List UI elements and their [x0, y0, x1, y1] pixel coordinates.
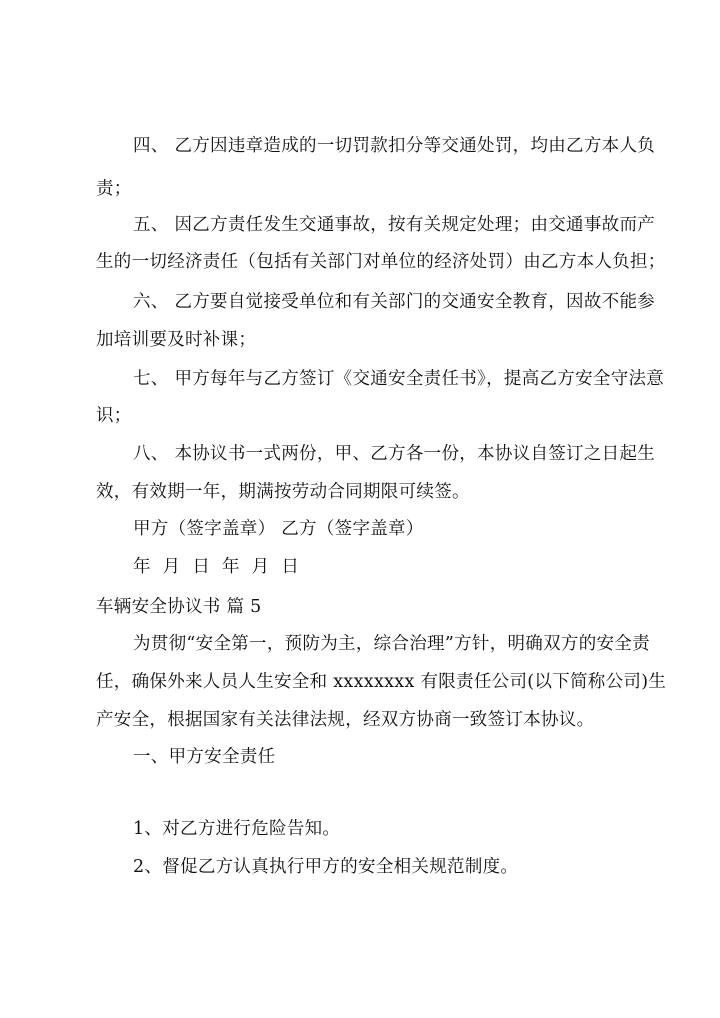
preamble-line-3: 产安全，根据国家有关法律法规，经双方协商一致签订本协议。 — [96, 710, 595, 730]
party-a-item-1: 1、对乙方进行危险告知。 — [133, 819, 341, 839]
paragraph-7-line-1: 七、 甲方每年与乙方签订《交通安全责任书》，提高乙方安全守法意 — [133, 369, 665, 389]
paragraph-8-line-1: 八、 本协议书一式两份，甲、乙方各一份，本协议自签订之日起生 — [133, 444, 656, 464]
paragraph-6-line-1: 六、 乙方要自觉接受单位和有关部门的交通安全教育，因故不能参 — [133, 292, 656, 312]
paragraph-7-line-2: 识； — [96, 406, 132, 426]
paragraph-4-line-1: 四、 乙方因违章造成的一切罚款扣分等交通处罚，均由乙方本人负 — [133, 136, 656, 156]
paragraph-4-line-2: 责； — [96, 179, 132, 199]
party-a-heading: 一、甲方安全责任 — [133, 747, 276, 767]
paragraph-8-line-2: 效，有效期一年，期满按劳动合同期限可续签。 — [96, 482, 470, 502]
date-line: 年 月 日 年 月 日 — [133, 557, 300, 577]
paragraph-5-line-1: 五、 因乙方责任发生交通事故，按有关规定处理；由交通事故而产 — [133, 215, 656, 235]
section-title: 车辆安全协议书 篇 5 — [96, 597, 262, 617]
paragraph-6-line-2: 加培训要及时补课； — [96, 330, 257, 350]
party-a-item-2: 2、督促乙方认真执行甲方的安全相关规范制度。 — [133, 857, 519, 877]
preamble-line-2: 任，确保外来人员人生安全和 xxxxxxxx 有限责任公司(以下简称公司)生 — [96, 672, 667, 692]
preamble-line-1: 为贯彻“安全第一，预防为主，综合治理”方针，明确双方的安全责 — [133, 634, 650, 654]
paragraph-5-line-2: 生的一切经济责任（包括有关部门对单位的经济处罚）由乙方本人负担； — [96, 252, 666, 272]
signature-line: 甲方（签字盖章） 乙方（签字盖章） — [133, 519, 424, 539]
